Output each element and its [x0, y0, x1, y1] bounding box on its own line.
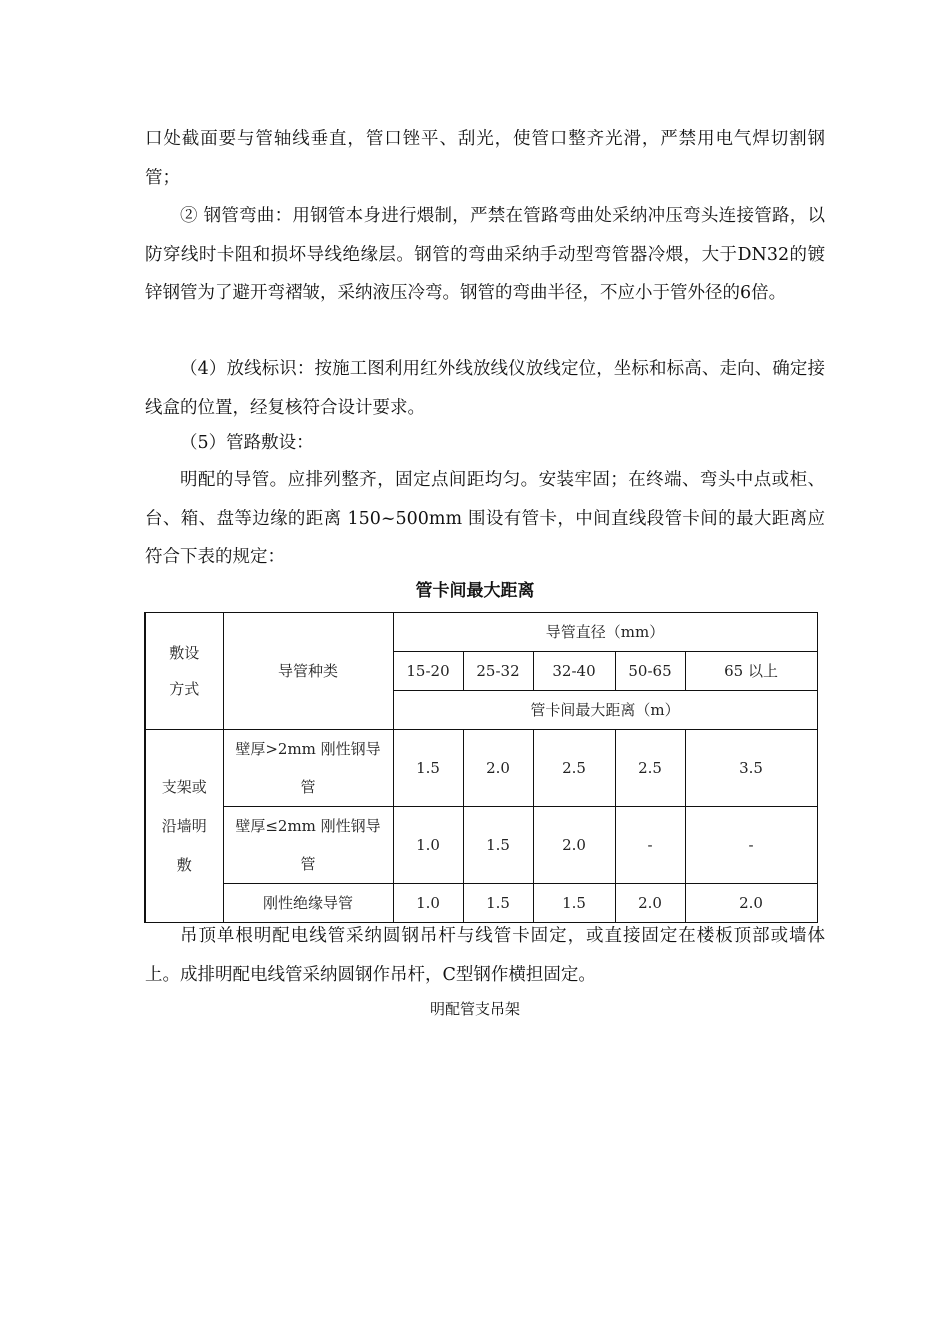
value-cell: 2.5 [615, 730, 685, 807]
clamp-distance-table [144, 612, 818, 923]
paragraph-layout-marking: （4）放线标识：按施工图利用红外线放线仪放线定位，坐标和标高、走向、确定接线盒的位置，经复核符合设计要求。 [145, 359, 825, 418]
table-row [145, 807, 817, 884]
value-cell: 2.5 [533, 730, 615, 807]
value-cell: 1.5 [533, 884, 615, 923]
header-diameter: 导管直径（mm） [393, 613, 817, 652]
diameter-cell: 32-40 [533, 652, 615, 691]
value-cell: 1.0 [393, 807, 463, 884]
table-title: 管卡间最大距离 [415, 581, 535, 601]
diameter-cell: 15-20 [393, 652, 463, 691]
value-cell: 3.5 [685, 730, 817, 807]
paragraph-pipe-cutting: 口处截面要与管轴线垂直，管口锉平、刮光，使管口整齐光滑，严禁用电气焊切割钢管； [145, 129, 825, 188]
value-cell: - [615, 807, 685, 884]
diameter-cell: 50-65 [615, 652, 685, 691]
diameter-cell: 65 以上 [685, 652, 817, 691]
value-cell: 1.5 [393, 730, 463, 807]
value-cell: - [685, 807, 817, 884]
header-method-cell [145, 613, 223, 730]
value-cell: 1.0 [393, 884, 463, 923]
value-cell: 2.0 [615, 884, 685, 923]
type-label: 刚性绝缘导管 [223, 884, 393, 923]
paragraph-ceiling-support: 吊顶单根明配电线管采纳圆钢吊杆与线管卡固定，或直接固定在楼板顶部或墙体上。成排明配电线管采纳圆钢作吊杆，C型钢作横担固定。 [145, 926, 825, 985]
header-distance: 管卡间最大距离（m） [393, 691, 817, 730]
type-label: 壁厚>2mm 刚性钢导管 [235, 740, 381, 796]
paragraph-pipe-bending: ② 钢管弯曲：用钢管本身进行煨制，严禁在管路弯曲处采纳冲压弯头连接管路，以防穿线时卡阻和损坏导线绝缘层。钢管的弯曲采纳手动型弯管器冷煨，大于DN32的镀锌钢管为了避开弯褶皱，采纳液压冷弯。钢管的弯曲半径，不应小于管外径的6倍。 [145, 206, 825, 303]
value-cell: 1.5 [463, 884, 533, 923]
header-method: 敷设方式 [169, 644, 200, 698]
value-cell: 1.5 [463, 807, 533, 884]
table-row [145, 730, 817, 807]
method-label: 支架或沿墙明敷 [161, 777, 207, 874]
header-type: 导管种类 [223, 613, 393, 730]
paragraph-pipe-laying-heading: （5）管路敷设： [180, 433, 314, 453]
value-cell: 2.0 [533, 807, 615, 884]
value-cell: 2.0 [685, 884, 817, 923]
diameter-cell: 25-32 [463, 652, 533, 691]
method-cell [145, 730, 223, 923]
value-cell: 2.0 [463, 730, 533, 807]
type-cell [223, 807, 393, 884]
type-label: 壁厚≤2mm 刚性钢导管 [235, 817, 381, 873]
figure-caption: 明配管支吊架 [429, 1000, 520, 1018]
paragraph-exposed-conduit: 明配的导管。应排列整齐，固定点间距均匀。安装牢固；在终端、弯头中点或柜、台、箱、盘等边缘的距离 150~500mm 围设有管卡，中间直线段管卡间的最大距离应符合下表的规定： [145, 470, 825, 567]
type-cell [223, 730, 393, 807]
